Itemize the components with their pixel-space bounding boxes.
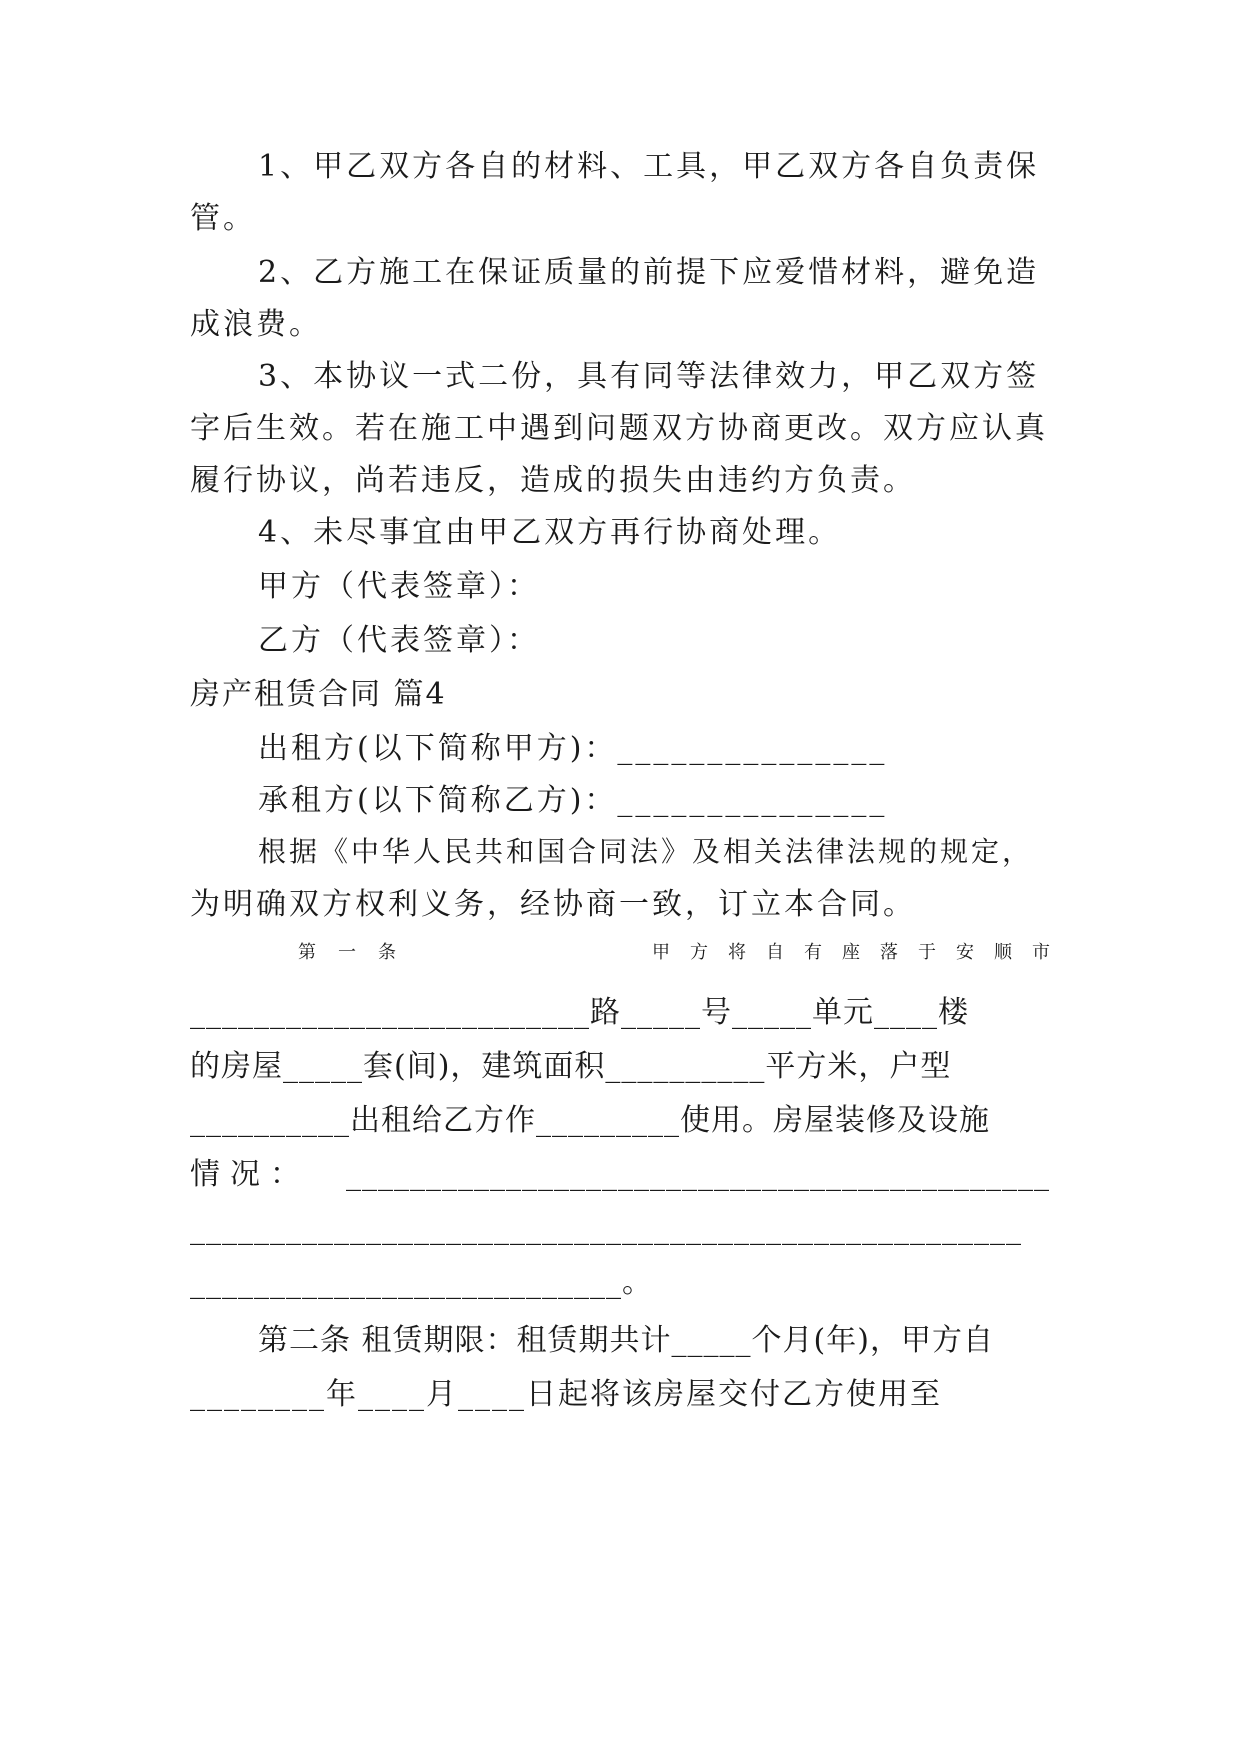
clause-3-line-2: 字后生效。若在施工中遇到问题双方协商更改。双方应认真 [190, 411, 1048, 446]
article-2-line-1: 第二条 租赁期限：租赁期共计_____个月(年)，甲方自 [258, 1323, 994, 1358]
basis-line-2: 为明确双方权利义务，经协商一致，订立本合同。 [190, 887, 916, 922]
party-b-signature: 乙方（代表签章）： [258, 623, 540, 658]
clause-2-line-2: 成浪费。 [190, 307, 322, 342]
article-1-line-1 [298, 942, 1070, 963]
article-1-line-7: ___________________________。 [190, 1265, 653, 1300]
section-title: 房产租赁合同 篇4 [190, 677, 447, 712]
article-1-prefix: 第一条 [298, 942, 418, 963]
article-1-line-4: __________出租给乙方作_________使用。房屋装修及设施 [190, 1103, 990, 1138]
article-1-line-1-text: 甲方将自有座落于安顺市 [652, 942, 1070, 963]
party-a-signature: 甲方（代表签章）： [258, 569, 540, 604]
article-1-line-2: _________________________路_____号_____单元____楼 [190, 995, 969, 1030]
clause-2-line-1: 2、乙方施工在保证质量的前提下应爱惜材料，避免造 [258, 255, 1040, 290]
clause-1-line-2: 管。 [190, 201, 256, 236]
basis-line-1: 根据《中华人民共和国合同法》及相关法律法规的规定， [258, 835, 1034, 868]
article-1-line-3: 的房屋_____套(间)，建筑面积__________平方米，户型 [190, 1049, 952, 1084]
clause-4: 4、未尽事宜由甲乙双方再行协商处理。 [258, 515, 842, 550]
article-1-line-5 [190, 1157, 1050, 1192]
lessor-line: 出租方(以下简称甲方)：_______________ [258, 731, 888, 766]
lessee-line: 承租方(以下简称乙方)：_______________ [258, 783, 888, 818]
clause-3-line-1: 3、本协议一式二份，具有同等法律效力，甲乙双方签 [258, 359, 1040, 394]
facilities-label: 情况： [190, 1157, 310, 1192]
clause-1-line-1: 1、甲乙双方各自的材料、工具，甲乙双方各自负责保 [258, 149, 1040, 184]
facilities-blank: ____________________________________________ [346, 1157, 1050, 1192]
article-2-line-2: ________年____月____日起将该房屋交付乙方使用至 [190, 1377, 942, 1412]
clause-3-line-3: 履行协议，尚若违反，造成的损失由违约方负责。 [190, 463, 916, 498]
article-1-line-6: ____________________________________________________ [190, 1211, 1022, 1246]
